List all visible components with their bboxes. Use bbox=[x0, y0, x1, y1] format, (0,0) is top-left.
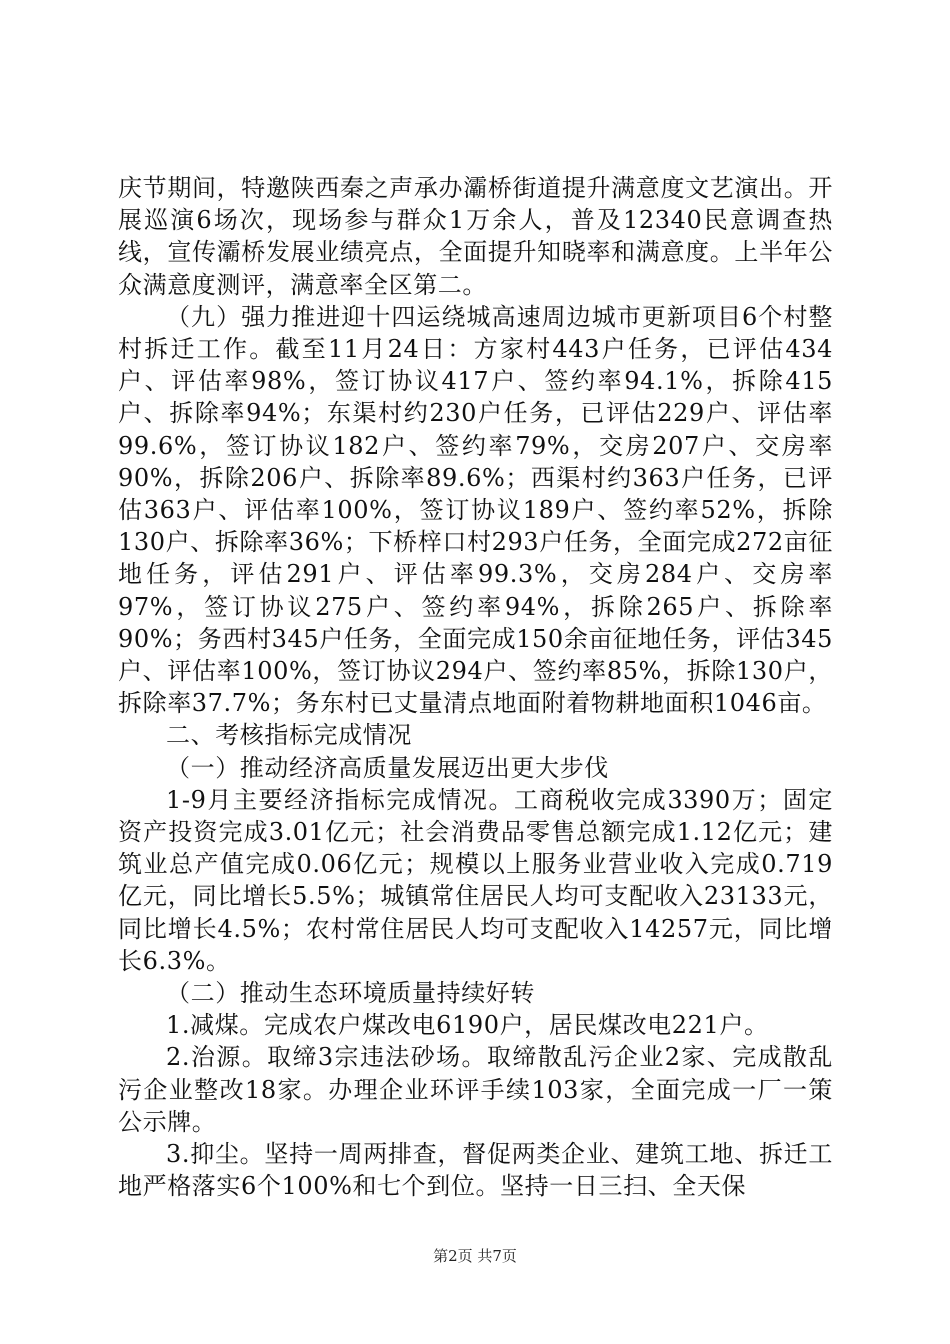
subsection-heading-economy: （一）推动经济高质量发展迈出更大步伐 bbox=[166, 753, 609, 782]
paragraph-economic-indicators: 1-9月主要经济指标完成情况。工商税收完成3390万；固定资产投资完成3.01亿元；社会消费品零售总额完成1.12亿元；建筑业总产值完成0.06亿元；规模以上服务业营业收入完成0.719亿元，同比增长5.5%；城镇常住居民人均可支配收入23133元，同比增长4.5%；农村常住居民人均可支配收入14257元，同比增长6.3%。 bbox=[118, 785, 833, 975]
document-body bbox=[118, 172, 833, 1203]
section-heading: 二、考核指标完成情况 bbox=[166, 721, 412, 750]
paragraph-coal-reduction: 1.减煤。完成农户煤改电6190户，居民煤改电221户。 bbox=[166, 1011, 769, 1040]
paragraph-dust-control: 3.抑尘。坚持一周两排查，督促两类企业、建筑工地、拆迁工地严格落实6个100%和七个到位。坚持一日三扫、全天保 bbox=[118, 1140, 833, 1201]
paragraph-source-control: 2.治源。取缔3宗违法砂场。取缔散乱污企业2家、完成散乱污企业整改18家。办理企业环评手续103家，全面完成一厂一策公示牌。 bbox=[118, 1043, 833, 1136]
subsection-heading-environment: （二）推动生态环境质量持续好转 bbox=[166, 979, 535, 1008]
paragraph-demolition: （九）强力推进迎十四运绕城高速周边城市更新项目6个村整村拆迁工作。截至11月24日：方家村443户任务，已评估434户、评估率98%，签订协议417户、签约率94.1%，拆除415户、拆除率94%；东渠村约230户任务，已评估229户、评估率99.6%，签订协议182户、签约率79%，交房207户、交房率90%，拆除206户、拆除率89.6%；西渠村约363户任务，已评估363户、评估率100%，签订协议189户、签约率52%，拆除130户、拆除率36%；下桥梓口村293户任务，全面完成272亩征地任务，评估291户、评估率99.3%，交房284户、交房率97%，签订协议275户、签约率94%，拆除265户、拆除率90%；务西村345户任务，全面完成150余亩征地任务，评估345户、评估率100%，签订协议294户、签约率85%，拆除130户，拆除率37.7%；务东村已丈量清点地面附着物耕地面积1046亩。 bbox=[118, 302, 833, 718]
paragraph-continuation: 庆节期间，特邀陕西秦之声承办灞桥街道提升满意度文艺演出。开展巡演6场次，现场参与群众1万余人，普及12340民意调查热线，宣传灞桥发展业绩亮点，全面提升知晓率和满意度。上半年公众满意度测评，满意率全区第二。 bbox=[118, 174, 833, 299]
page-number-footer: 第2页 共7页 bbox=[433, 1247, 517, 1265]
